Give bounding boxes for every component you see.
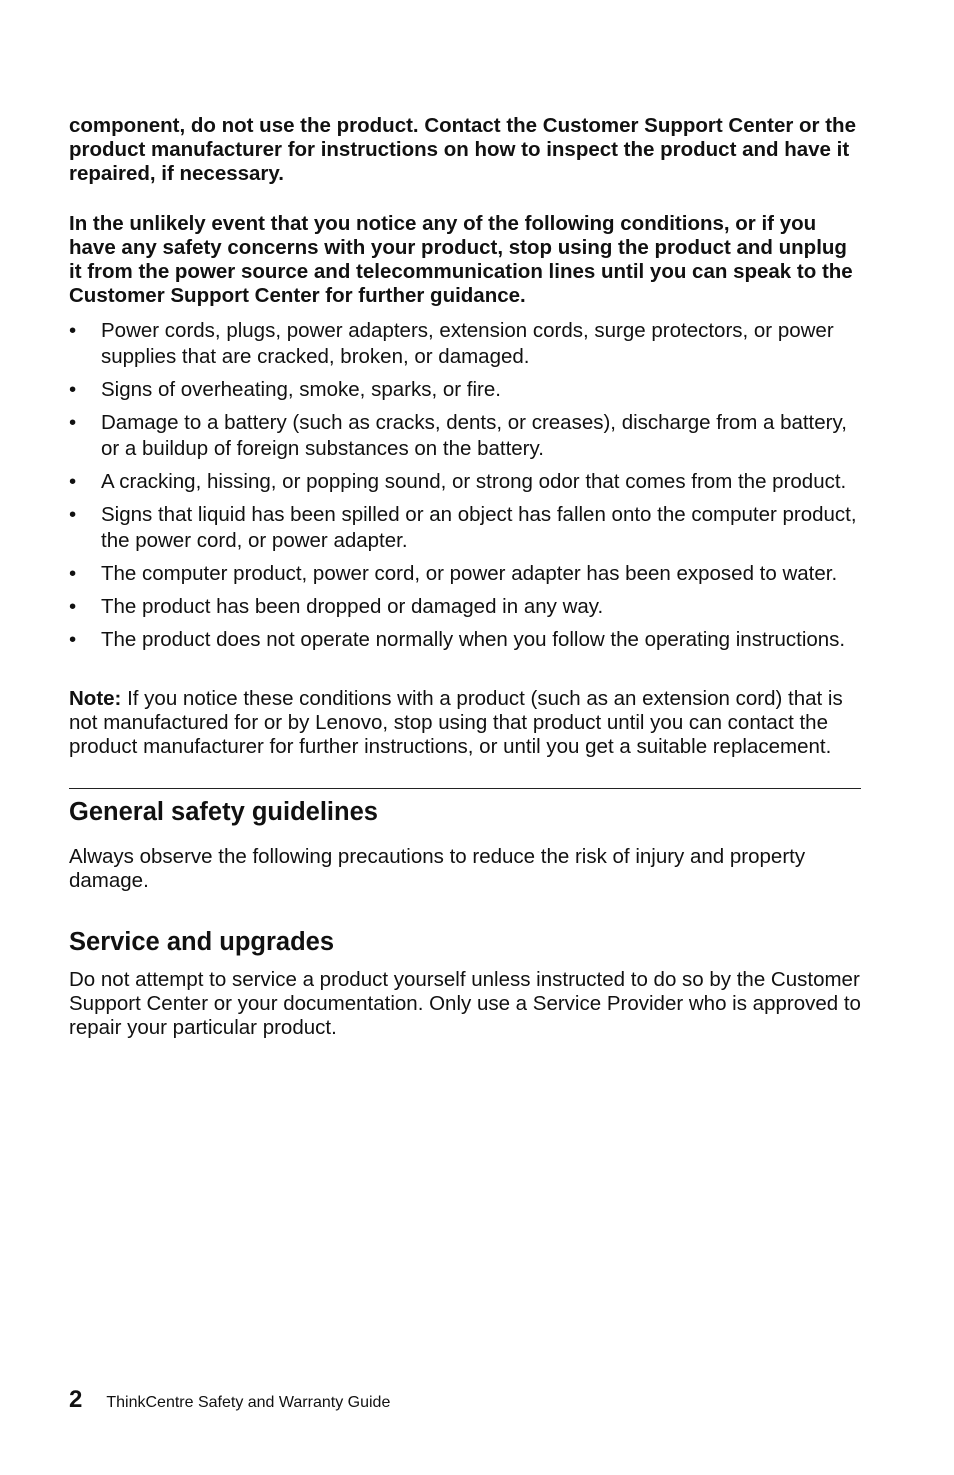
bullet-icon: • [69, 562, 77, 585]
general-safety-heading: General safety guidelines [69, 798, 378, 826]
bullet-icon: • [69, 378, 77, 401]
bullet-icon: • [69, 411, 77, 434]
note-paragraph [69, 687, 861, 759]
list-item-text: Signs of overheating, smoke, sparks, or fire. [101, 378, 501, 401]
bullet-icon: • [69, 628, 77, 651]
conditions-paragraph: In the unlikely event that you notice any of the following conditions, or if you have any safety concerns with your product, stop using the product and unplug it from the power source and telecommunication lines until you can speak to the Customer Support Center for further guidance. [69, 212, 853, 307]
list-item-text: The product does not operate normally when you follow the operating instructions. [101, 628, 846, 651]
section-divider [69, 788, 861, 789]
list-item [69, 377, 861, 403]
intro-paragraph: component, do not use the product. Contact the Customer Support Center or the product manufacturer for instructions on how to inspect the product and have it repaired, if necessary. [69, 114, 856, 185]
document-title: ThinkCentre Safety and Warranty Guide [106, 1394, 391, 1411]
document-page [69, 114, 861, 1040]
list-item-text: Signs that liquid has been spilled or an object has fallen onto the computer product, the power cord, or power adapter. [101, 503, 857, 552]
general-safety-body: Always observe the following precautions to reduce the risk of injury and property damage. [69, 845, 806, 892]
list-item-text: Power cords, plugs, power adapters, extension cords, surge protectors, or power supplies that are cracked, broken, or damaged. [101, 319, 834, 368]
list-item [69, 561, 861, 587]
list-item-text: The product has been dropped or damaged in any way. [101, 595, 604, 618]
list-item-text: A cracking, hissing, or popping sound, or strong odor that comes from the product. [101, 470, 847, 493]
bullet-icon: • [69, 319, 77, 342]
conditions-list [69, 318, 861, 653]
service-upgrades-heading: Service and upgrades [69, 928, 335, 956]
bullet-icon: • [69, 595, 77, 618]
bullet-icon: • [69, 470, 77, 493]
note-label: Note: [69, 687, 122, 710]
list-item [69, 502, 861, 554]
bullet-icon: • [69, 503, 77, 526]
list-item-text: The computer product, power cord, or power adapter has been exposed to water. [101, 562, 838, 585]
list-item [69, 594, 861, 620]
list-item [69, 469, 861, 495]
page-footer [69, 1386, 390, 1414]
page-number: 2 [69, 1386, 83, 1413]
list-item [69, 318, 861, 370]
note-text: If you notice these conditions with a product (such as an extension cord) that is not manufactured for or by Lenovo, stop using that product until you can contact the product manufacturer for further instructions, or until you get a suitable replacement. [69, 687, 843, 758]
list-item-text: Damage to a battery (such as cracks, dents, or creases), discharge from a battery, or a buildup of foreign substances on the battery. [101, 411, 847, 460]
list-item [69, 410, 861, 462]
list-item [69, 627, 861, 653]
service-upgrades-body: Do not attempt to service a product yourself unless instructed to do so by the Customer Support Center or your documentation. Only use a Service Provider who is approved to repair your particular product. [69, 968, 861, 1039]
